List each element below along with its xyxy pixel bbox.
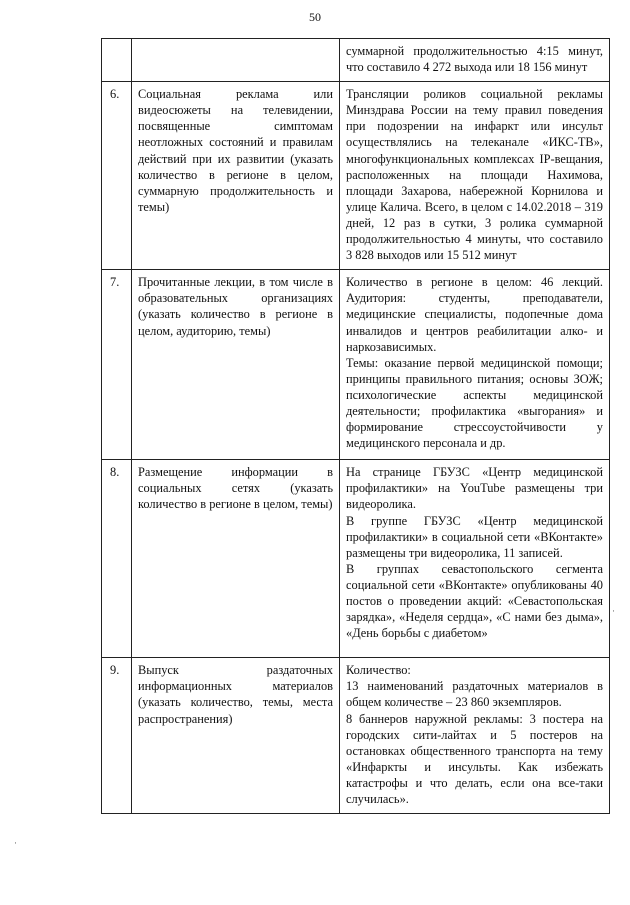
report-table xyxy=(101,38,610,814)
row-indicator: Выпуск раздаточных информационных материалов (указать количество, темы, места распространения) xyxy=(132,658,340,814)
row-details xyxy=(340,658,610,814)
details-paragraph: 13 наименований раздаточных материалов в общем количестве – 23 860 экземпляров. xyxy=(346,679,603,710)
details-paragraph: суммарной продолжительностью 4:15 минут, что составило 4 272 выхода или 18 156 минут xyxy=(346,44,603,75)
scan-speck: · xyxy=(612,606,615,616)
table-row xyxy=(102,82,610,270)
row-number: 7. xyxy=(102,270,132,460)
row-details xyxy=(340,39,610,82)
row-details xyxy=(340,460,610,658)
row-indicator: Социальная реклама или видеосюжеты на телевидении, посвященные симптомам неотложных состояний и правилам действий при их развитии (указать количество в регионе в целом, суммарную продолжительность и темы) xyxy=(132,82,340,270)
table-row xyxy=(102,270,610,460)
row-indicator xyxy=(132,39,340,82)
row-number: 9. xyxy=(102,658,132,814)
row-indicator: Размещение информации в социальных сетях (указать количество в регионе в целом, темы) xyxy=(132,460,340,658)
details-paragraph: Трансляции роликов социальной рекламы Минздрава России на тему правил поведения при подозрении на инфаркт или инсульт осуществлялись на телеканале «ИКС-ТВ», многофункциональных комплексах IP-вещания, расположенных на площади Нахимова, площади Захарова, набережной Корнилова и улице Калича. Всего, в целом с 14.02.2018 – 319 дней, 12 раз в сутки, 3 ролика суммарной продолжительностью 4 минуты, что составило 3 828 выходов или 15 512 минут xyxy=(346,87,603,263)
details-paragraph: В группе ГБУЗС «Центр медицинской профилактики» в социальной сети «ВКонтакте» размещены три видеоролика, 11 записей. xyxy=(346,513,603,560)
row-number xyxy=(102,39,132,82)
page-number: 50 xyxy=(309,10,321,24)
details-paragraph: В группах севастопольского сегмента социальной сети «ВКонтакте» опубликованы 40 постов о проведении акций: «Севастопольская зарядка», «Неделя сердца», «С нами без дыма», «День борьбы с диабетом» xyxy=(346,561,603,641)
table-row xyxy=(102,460,610,658)
row-details xyxy=(340,82,610,270)
table-row xyxy=(102,39,610,82)
details-paragraph: 8 баннеров наружной рекламы: 3 постера на городских сити-лайтах и 5 постеров на остановках общественного транспорта на тему «Инфаркты и инсульты. Как избежать катастрофы и что делать, если она все-таки случилась». xyxy=(346,711,603,806)
row-indicator: Прочитанные лекции, в том числе в образовательных организациях (указать количество в регионе в целом, аудиторию, темы) xyxy=(132,270,340,460)
details-paragraph: На странице ГБУЗС «Центр медицинской профилактики» на YouTube размещены три видеоролика. xyxy=(346,465,603,512)
table-row xyxy=(102,658,610,814)
details-paragraph: Количество в регионе в целом: 46 лекций. Аудитория: студенты, преподаватели, медицинские специалисты, подопечные дома инвалидов и центров реабилитации алко- и наркозависимых. xyxy=(346,275,603,354)
details-paragraph: Темы: оказание первой медицинской помощи; принципы правильного питания; основы ЗОЖ; психологические аспекты медицинской деятельности; профилактика «выгорания» и формирование стрессоустойчивости у медицинского персонала и др. xyxy=(346,355,603,451)
row-number: 6. xyxy=(102,82,132,270)
scan-speck: · xyxy=(14,838,17,848)
details-paragraph: Количество: xyxy=(346,663,411,678)
row-details xyxy=(340,270,610,460)
row-number: 8. xyxy=(102,460,132,658)
